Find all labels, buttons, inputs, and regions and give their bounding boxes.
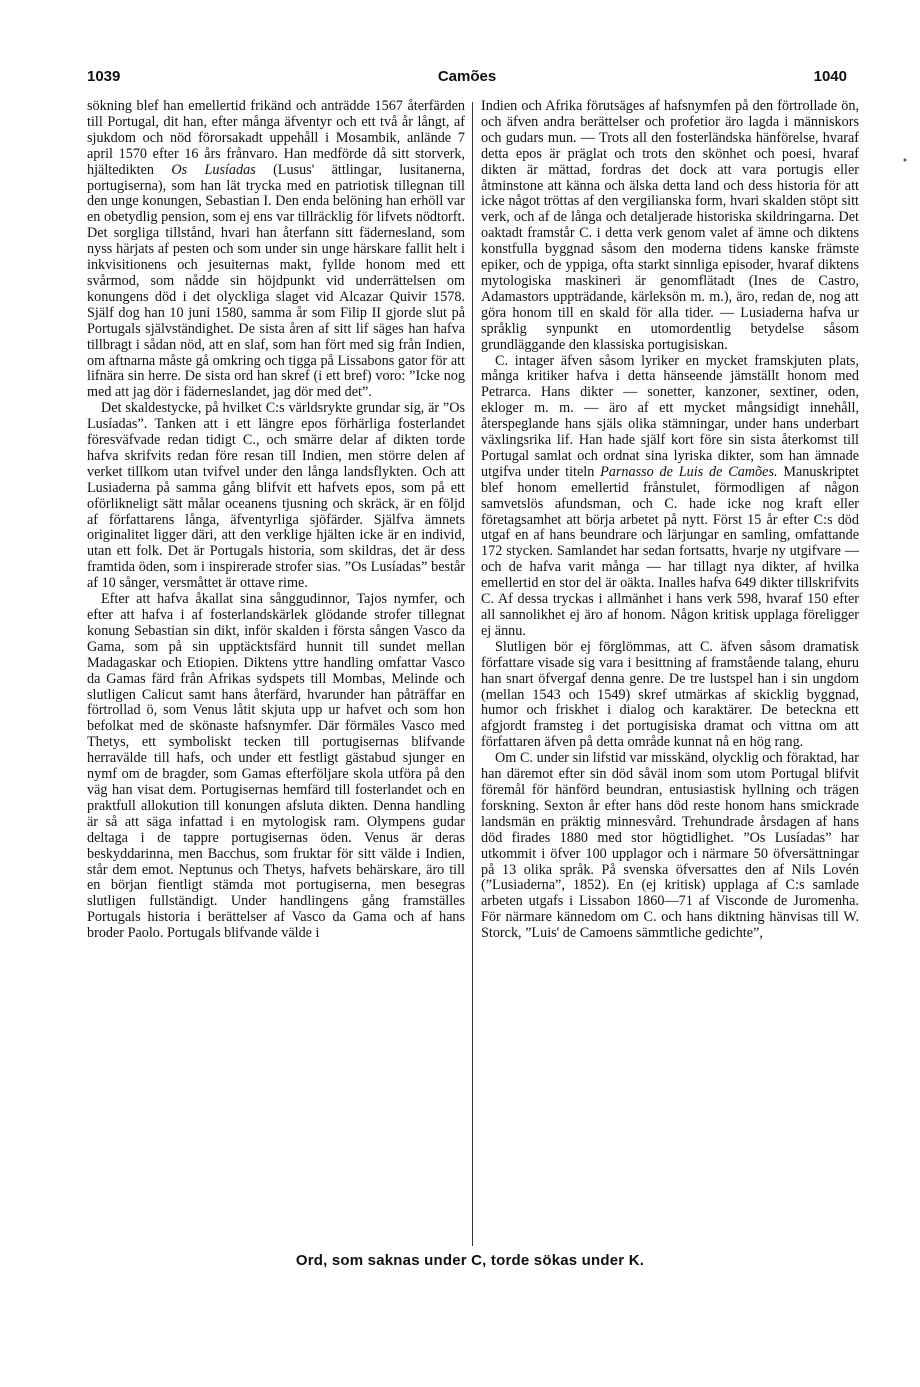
page-number-right: 1040	[813, 68, 847, 85]
work-title: Os Lusíadas	[171, 161, 256, 178]
paragraph-text: sökning blef han emellertid frikänd och anträdde 1567 återfärden till Portugal, dit han, efter många äfventyr och ett två år långt, af sjukdom och nöd förorsakadt uppehåll i Mosambik, anlände 7 april 1570 efter 16 års frånvaro. Han medförde då sitt storverk, hjältedikten	[87, 99, 465, 178]
paragraph	[481, 354, 859, 640]
page-number-left: 1039	[87, 68, 121, 85]
paragraph: Slutligen bör ej förglömmas, att C. äfven såsom dramatisk författare visade sig vara i besittning af framstående talang, ehuru han snart öfvergaf denna genre. De tre lustspel han i sin ungdom (mellan 1543 och 1549) skref utmärkas af skicklig byggnad, humor och friskhet i dialog och karaktärer. De beteckna ett afgjordt framsteg i det portugisiska dramat och vittna om att författaren äfven på detta område kunnat nå en hög rang.	[481, 638, 859, 751]
footer-note: Ord, som saknas under C, torde sökas under K.	[295, 1252, 645, 1269]
paragraph: Efter att hafva åkallat sina sånggudinnor, Tajos nymfer, och efter att hafva i af fosterlandskärlek glödande strofer tillegnat konung Sebastian sin dikt, inför skalden i första sången Vasco da Gama, som på sin upptäcktsfärd hunnit till sundet mellan Madagaskar och Etiopien. Diktens yttre handling omfattar Vasco da Gamas färd från Afrikas sydspets till Mombas, Melinde och slutligen Calicut samt hans återfärd, hvarunder han påträffar en förtrollad ö, som Venus låtit skjuta upp ur hafvet och som hon befolkat med de skönaste hafsnymfer. Där förmäles Vasco med Thetys, ett symboliskt tecken till portugisernas blifvande herravälde till hafs, och under ett festligt gästabud sjunger en nymf om de bragder, som Gamas efterföljare skola utföra på den väg han visat dem. Portugisernas hemfärd till fosterlandet och en praktfull allokution till konungen afsluta dikten. Denna handling är så att säga infattad i en mytologisk ram. Olympens gudar deltaga i de tappre portugisernas öden. Venus är deras beskyddarinna, men Bacchus, som fruktar för sitt välde i Indien, står dem emot. Neptunus och Thetys, hafvets behärskare, äro till en början fientligt stämda mot portugiserna, men besegras slutligen fullständigt. Under handlingens gång framställes Portugals historia i berättelser af Vasco da Gama och af hans broder Paolo. Portugals blifvande välde i	[87, 591, 465, 942]
margin-dot: •	[902, 156, 908, 167]
work-title: Parnasso de Luis de Camões.	[600, 463, 778, 480]
paragraph-text: C. intager äfven såsom lyriker en mycket framskjuten plats, många kritiker hafva i detta hänseende jämställt honom med Petrarca. Hans dikter — sonetter, kanzoner, sextiner, oden, ekloger m. m. — äro af ett mycket mångsidigt innehåll, återspeglande hans själs olika stämningar, under hans underbart växlingsrika lif. Han hade själf kort före sin sista återkomst till Portugal samlat och ordnat sina lyriska dikter, som han ämnade utgifva under titeln	[481, 352, 859, 480]
paragraph-text: Manuskriptet blef honom emellertid frånstulet, förmodligen af någon samvetslös afundsman, och C. hade icke nog kraft eller företagsamhet att börja arbetet på nytt. Först 15 år efter C:s död utgaf en af hans beundrare och lärjungar en samling, omfattande 172 stycken. Samlandet har sedan fortsatts, hvarje ny utgifvare — och de hafva varit många — har tillagt nya dikter, af hvilka emellertid en stor del är oäkta. Inalles hafva 649 dikter tillskrifvits C. Af dessa tryckas i allmänhet i hans verk 598, hvaraf 150 efter all sannolikhet ej äro af honom. Någon kritisk upplaga föreligger ej ännu.	[481, 463, 859, 639]
column-divider	[472, 102, 473, 1246]
page-header	[87, 68, 847, 90]
paragraph: Det skaldestycke, på hvilket C:s världsrykte grundar sig, är ”Os Lusíadas”. Tanken att i ett längre epos förhärliga fosterlandet föresväfvade redan tidigt C., och smärre delar af dikten torde hafva skrifvits redan före resan till Indien, men större delen af verket tillkom utan tvifvel under den långa landsflykten. Och att Lusiaderna på samma gång blifvit ett hafvets epos, som på ett oförlikneligt sätt målar oceanens tjusning och skräck, är en följd af författarens långa, äfventyrliga sjöfärder. Själfva ämnets originalitet ligger däri, att den verklige hjälten icke är en individ, utan ett folk. Det är Portugals historia, som skildras, det är dess framtida öden, som i inspirerade strofer sias. ”Os Lusíadas” består af 10 sånger, versmåttet är ottave rime.	[87, 400, 465, 592]
right-column	[481, 99, 859, 1247]
left-column	[87, 99, 465, 1247]
paragraph-text: (Lusus' ättlingar, lusitanerna, portugiserna), som han lät trycka med en patriotisk tillegnan till den unge konungen, Sebastian I. Den enda belöning han erhöll var en obetydlig pension, som ej ens var tillräcklig för lifvets nödtorft. Det sorgliga tillstånd, hvari han återfann sitt fädernesland, som nyss härjats af pesten och som under sin unge härskare fallit helt i inkvisitionens och jesuiternas makt, fyllde honom med ett svårmod, som nådde sin höjdpunkt vid underrättelsen om konungens död i det olyckliga slaget vid Alcazar Quivir 1578. Själf dog han 10 juni 1580, samma år som Filip II gjorde slut på Portugals självständighet. De sista åren af sitt lif säges han hafva tillbragt i sådan nöd, att en slaf, som han fört med sig från Indien, om aftnarna måste gå omkring och tigga på Lissabons gator för att lifnära sin herre. De sista ord han skref (i ett bref) voro: ”Icke nog med att jag dör i fäderneslandet, jag dör med det”.	[87, 161, 465, 401]
paragraph	[87, 99, 465, 401]
text-columns	[87, 99, 859, 1247]
paragraph: Om C. under sin lifstid var misskänd, olycklig och föraktad, har han däremot efter sin död såväl inom som utom Portugal blifvit föremål för hänförd beundran, entusiastisk hyllning och trägen forskning. Sexton år efter hans död reste honom hans smickrade landsmän en präktig minnesvård. Trehundrade årsdagen af hans död firades 1880 med stor högtidlighet. ”Os Lusíadas” har utkommit i öfver 100 upplagor och i närmare 50 öfversättningar på 13 olika språk. På svenska öfversattes den af Nils Lovén (”Lusiaderna”, 1852). En (ej kritisk) upplaga af C:s samlade arbeten utgafs i Lissabon 1860—71 af Visconde de Juromenha. För närmare kännedom om C. och hans diktning hänvisas till W. Storck, ”Luis' de Camoens sämmtliche gedichte”,	[481, 750, 859, 942]
running-title: Camões	[437, 68, 497, 85]
paragraph: Indien och Afrika förutsäges af hafsnymfen på den förtrollade ön, och äfven andra berättelser och profetior äro lagda i människors och gudars mun. — Trots all den fosterländska hänförelse, hvaraf detta epos är präglat och trots den skönhet och poesi, hvaraf dikten är mättad, fordras det dock att vara portugis eller åtminstone att känna och älska detta land och dess historia för att icke något tröttas af den vergilianska form, hvari skalden stöpt sitt verk, och af de långa och detaljerade historiska skildringarna. Det oaktadt framstår C. i detta verk genom valet af ämne och diktens konstfulla byggnad såsom den moderna tidens kanske främste epiker, och de yppiga, ofta starkt sinnliga episoder, hvaraf diktens mytologiska maskineri är genomflätadt (Ines de Castro, Adamastors uppträdande, kärleksön m. m.), äro, redan de, nog att göra honom till en skald för alla tider. — Lusiaderna hafva ur språklig synpunkt en utomordentlig betydelse såsom grundläggande den klassiska portugisiskan.	[481, 99, 859, 353]
